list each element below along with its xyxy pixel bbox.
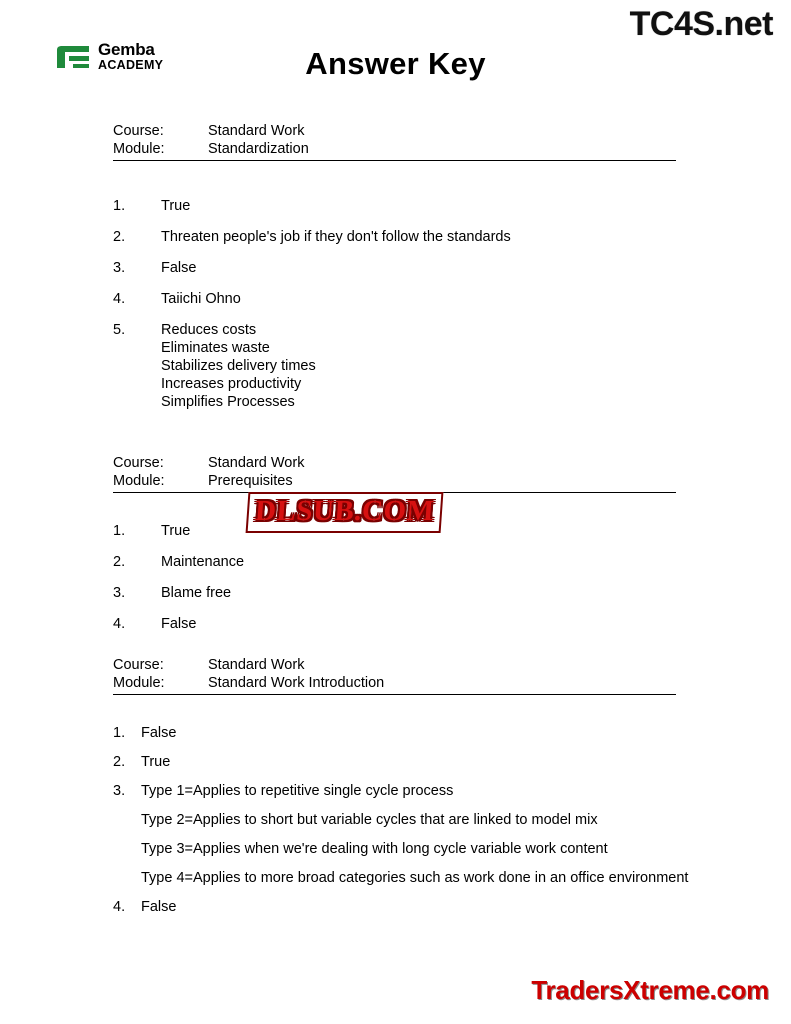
answer-line: Stabilizes delivery times	[161, 358, 316, 374]
brand-subtitle: ACADEMY	[98, 58, 164, 72]
answer-line: Reduces costs	[161, 322, 257, 338]
course-value: Standard Work	[208, 455, 305, 471]
answer-item	[0, 615, 791, 633]
page-title: Answer Key	[305, 46, 486, 81]
answer-number: 4.	[113, 291, 126, 307]
module-row	[113, 674, 676, 692]
course-row	[113, 454, 676, 472]
section-meta	[113, 122, 676, 161]
answer-text	[161, 197, 721, 215]
watermark-top-right: TC4S.net	[629, 5, 773, 43]
answer-line: False	[161, 260, 197, 276]
answer-number: 4.	[113, 899, 126, 915]
answer-line: Type 2=Applies to short but variable cycles that are linked to model mix	[141, 812, 598, 828]
answer-line: Eliminates waste	[161, 340, 270, 356]
module-label: Module:	[113, 473, 165, 489]
module-label: Module:	[113, 141, 165, 157]
answer-item	[0, 723, 791, 743]
module-value: Standard Work Introduction	[208, 675, 385, 691]
answer-list	[0, 197, 791, 411]
course-value: Standard Work	[208, 123, 305, 139]
answer-text	[141, 723, 701, 743]
section-prerequisites	[0, 454, 791, 646]
section-standard-work-introduction	[0, 656, 791, 926]
answer-text	[161, 615, 721, 633]
answer-number: 3.	[113, 260, 126, 276]
answer-line: Type 1=Applies to repetitive single cycle process	[141, 783, 454, 799]
answer-list	[0, 522, 791, 633]
course-value: Standard Work	[208, 657, 305, 673]
course-row	[113, 656, 676, 674]
answer-text	[141, 752, 701, 772]
course-label: Course:	[113, 123, 164, 139]
answer-text	[161, 228, 721, 246]
answer-item	[0, 897, 791, 917]
module-row	[113, 140, 676, 158]
answer-item	[0, 321, 791, 411]
answer-number: 4.	[113, 616, 126, 632]
answer-item	[0, 290, 791, 308]
answer-line: True	[161, 198, 191, 214]
answer-line: True	[141, 754, 171, 770]
answer-number: 1.	[113, 725, 126, 741]
answer-number: 1.	[113, 523, 126, 539]
answer-line: Threaten people's job if they don't follow the standards	[161, 229, 511, 245]
answer-line: Simplifies Processes	[161, 394, 295, 410]
answer-number: 5.	[113, 322, 126, 338]
answer-number: 2.	[113, 229, 126, 245]
answer-list	[0, 723, 791, 917]
course-label: Course:	[113, 455, 164, 471]
answer-text	[161, 553, 721, 571]
answer-text	[161, 259, 721, 277]
watermark-bottom-right: TradersXtreme.com	[531, 975, 769, 1005]
answer-line: False	[161, 616, 197, 632]
answer-text	[161, 584, 721, 602]
answer-item	[0, 781, 791, 888]
answer-line: False	[141, 725, 177, 741]
course-label: Course:	[113, 657, 164, 673]
answer-item	[0, 197, 791, 215]
module-value: Prerequisites	[208, 473, 293, 489]
answer-text	[161, 290, 721, 308]
course-row	[113, 122, 676, 140]
watermark-middle: DLSUB.COM	[246, 492, 444, 533]
module-row	[113, 472, 676, 490]
answer-item	[0, 228, 791, 246]
answer-text	[141, 897, 701, 917]
section-meta	[113, 454, 676, 493]
answer-line: Type 4=Applies to more broad categories such as work done in an office environment	[141, 870, 689, 886]
answer-item	[0, 752, 791, 772]
answer-item	[0, 259, 791, 277]
module-value: Standardization	[208, 141, 309, 157]
answer-number: 2.	[113, 554, 126, 570]
answer-text	[161, 321, 721, 411]
answer-line: Increases productivity	[161, 376, 302, 392]
answer-line: Taiichi Ohno	[161, 291, 241, 307]
answer-number: 2.	[113, 754, 126, 770]
answer-number: 3.	[113, 585, 126, 601]
section-meta	[113, 656, 676, 695]
answer-line: False	[141, 899, 177, 915]
answer-text	[141, 781, 701, 888]
answer-line: Blame free	[161, 585, 232, 601]
answer-line: True	[161, 523, 191, 539]
answer-number: 1.	[113, 198, 126, 214]
section-standardization	[0, 122, 791, 424]
answer-line: Maintenance	[161, 554, 245, 570]
answer-line: Type 3=Applies when we're dealing with long cycle variable work content	[141, 841, 608, 857]
answer-number: 3.	[113, 783, 126, 799]
brand-name: Gemba	[98, 40, 155, 59]
answer-item	[0, 584, 791, 602]
answer-item	[0, 553, 791, 571]
module-label: Module:	[113, 675, 165, 691]
